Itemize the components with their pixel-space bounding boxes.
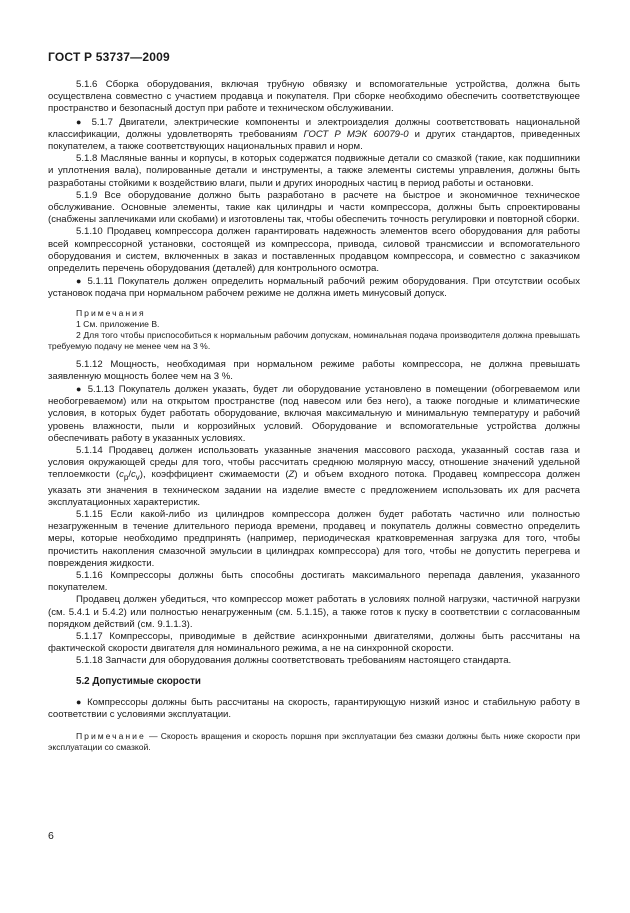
paragraph-5-1-14: [48, 445, 580, 509]
note-label: Примечание: [76, 731, 146, 742]
paragraph-5-1-8: 5.1.8 Масляные ванны и корпусы, в которых содержатся подвижные детали со смазкой (такие, как подшипники и уплотнения вала), полированные детали и инструменты, а также элементы системы управления, должны быть разработаны стойкими к воздействию влаги, пыли и других инородных частиц в период работы и остановки.: [48, 153, 580, 189]
bullet-icon: ●: [76, 276, 84, 287]
paragraph-5-1-6: 5.1.6 Сборка оборудования, включая трубную обвязку и вспомогательные устройства, должна быть осуществлена совместно с участием продавца и покупателя. При сборке необходимо обеспечить соответствующее пространство и безопасный доступ при работе и техническом обслуживании.: [48, 79, 580, 115]
paragraph-5-1-9: 5.1.9 Все оборудование должно быть разработано в расчете на быстрое и экономичное техническое обслуживание. Основные элементы, такие как цилиндры и части компрессора, должны быть спроектированы (снабжены заплечиками или скобами) и изготовлены так, чтобы обеспечить точность регулировки и повторной сборки.: [48, 189, 580, 226]
paragraph-5-1-7: [48, 116, 580, 154]
cp-subscript: p: [123, 473, 129, 483]
notes-heading: Примечания: [76, 307, 146, 318]
ratio-slash: /: [128, 469, 131, 481]
bullet-icon: ●: [76, 116, 86, 127]
paragraph-5-1-11: [48, 275, 580, 300]
paragraph-5-1-18: 5.1.18 Запчасти для оборудования должны соответствовать требованиям настоящего стандарта.: [76, 655, 512, 667]
standard-header: ГОСТ Р 53737—2009: [48, 50, 170, 64]
note-text: — Скорость вращения и скорость поршня при эксплуатации без смазки должны быть ниже скорости при эксплуатации со смазкой.: [48, 731, 580, 753]
paragraph-5-1-14-text-a: 5.1.14 Продавец должен использовать указанные значения массового расхода, указанный состав газа и условия окружающей среды для того, чтобы рассчитать среднюю молярную массу, отношение значений удельной теплоемкости (: [48, 445, 580, 481]
paragraph-5-1-10: 5.1.10 Продавец компрессора должен гарантировать надежность элементов всего оборудования для работы всей компрессорной установки, состоящей из компрессора, привода, силовой трансмиссии и вспомогательного оборудования и систем, включенных в заказ и поставленных продавцом компрессора, и совместно с заказчиком определить перечень оборудования (деталей) для контрольного осмотра.: [48, 226, 580, 275]
cv-symbol: c: [131, 469, 136, 481]
paragraph-5-1-7-text-a: 5.1.7 Двигатели, электрические компоненты и электроизделия должны соответствовать национальной классификации, должны удовлетворять требованиям: [48, 116, 581, 140]
bullet-icon: ●: [76, 384, 84, 395]
cp-symbol: c: [119, 469, 124, 481]
note-2: 2 Для того чтобы приспособиться к нормальным рабочим допускам, номинальная подача производителя должна превышать требуемую подачу не менее чем на 3 %.: [48, 329, 580, 351]
paragraph-5-1-16: 5.1.16 Компрессоры должны быть способны достигать максимального перепада давления, указанного покупателем.: [48, 570, 580, 594]
cv-subscript: v: [135, 473, 140, 483]
document-body: [48, 79, 580, 753]
bullet-icon: ●: [76, 696, 83, 707]
paragraph-5-1-7-text-b: и других стандартов, приведенных покупателем, а также соответствующих национальных правил и норм.: [48, 128, 580, 153]
paragraph-5-1-13-text: 5.1.13 Покупатель должен указать, будет ли оборудование установлено в помещении (обогреваемом или необогреваемом) или на открытом пространстве (под навесом или без него), а также погодные и климатические условия, в которых будет работать оборудование, включая максимальную и минимальную температуру и рабочий уровень влажности, пыли и коррозийных условий. Оборудование и вспомогательные устройства должны обеспечивать работу в указанных условиях.: [48, 384, 581, 444]
paragraph-5-1-17: 5.1.17 Компрессоры, приводимые в действие асинхронными двигателями, должны быть рассчитаны на фактической скорости двигателя для номинального режима, а не на синхронной скорости.: [48, 631, 580, 655]
paragraph-5-1-14-text-c: ) и объем входного потока. Продавец компрессора должен указать эти значения в техническом задании на изделие вместе с предложением использовать их для расчета эксплуатационных характеристик.: [48, 469, 581, 508]
note-1: 1 См. приложение В.: [76, 318, 160, 329]
page-number: 6: [48, 830, 54, 842]
paragraph-5-1-15: 5.1.15 Если какой-либо из цилиндров компрессора должен будет работать частично или полностью незагруженным в течение длительного периода времени, продавец и покупатель должны совместно определить меры, которые необходимо предпринять (например, периодическая кратковременная загрузка для того, чтобы прочистить накопления смазочной эмульсии в цилиндрах компрессора) для того, чтобы не допустить перегрева и повреждения жидкости.: [48, 509, 580, 569]
paragraph-5-2-text: Компрессоры должны быть рассчитаны на скорость, гарантирующую низкий износ и стабильную работу в соответствии с условиями эксплуатации.: [48, 696, 581, 721]
note-5-2: [48, 731, 580, 753]
paragraph-5-1-12: 5.1.12 Мощность, необходимая при нормальном режиме работы компрессора, не должна превышать заявленную мощность более чем на 3 %.: [48, 358, 580, 382]
paragraph-5-1-11-text: 5.1.11 Покупатель должен определить нормальный рабочий режим оборудования. При отсутствии особых установок подача при нормальном рабочем режиме не должна иметь минусовый допуск.: [48, 276, 580, 300]
paragraph-5-1-14-text-b: ), коэффициент сжимаемости (: [139, 469, 289, 481]
paragraph-5-2: [48, 696, 580, 721]
standard-reference: ГОСТ Р МЭК 60079-0: [303, 128, 409, 140]
z-symbol: Z: [288, 469, 295, 481]
section-heading-5-2: 5.2 Допустимые скорости: [76, 675, 201, 687]
paragraph-5-1-16-continued: Продавец должен убедиться, что компрессор может работать в условиях полной нагрузки, частичной нагрузки (см. 5.4.1 и 5.4.2) или полностью ненагруженным (см. 5.1.15), а также готов к пуску в соответствии с согласованным порядком действий (см. 9.1.1.3).: [48, 594, 580, 630]
paragraph-5-1-13: [48, 383, 580, 445]
